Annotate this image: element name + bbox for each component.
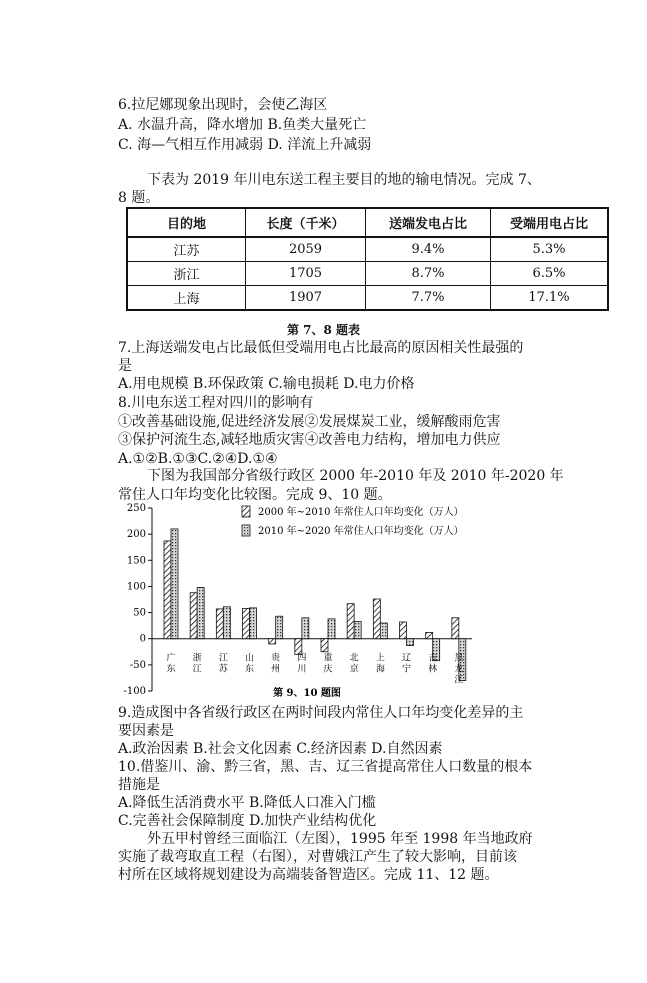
- q9-options: A.政治因素 B.社会文化因素 C.经济因素 D.自然因素: [118, 741, 443, 757]
- q8-options: A.①②B.①③C.②④D.①④: [118, 451, 278, 467]
- x-tick-label: 浙江: [192, 653, 202, 675]
- power-transmission-table: [126, 207, 609, 311]
- table-row: [127, 286, 608, 311]
- bar-2000-2010: [164, 541, 171, 639]
- x-tick-label: 四川: [297, 653, 307, 675]
- intro-1112-line2: 实施了裁弯取直工程（右图），对曹娥江产生了较大影响，目前该: [118, 849, 517, 865]
- x-tick-label: 辽宁: [401, 653, 412, 675]
- q6-stem: 6.拉尼娜现象出现时，会使乙海区: [118, 97, 328, 113]
- q10-options-line2: C.完善社会保障制度 D.加快产业结构优化: [118, 813, 377, 829]
- q6-options-line2: C. 海—气相互作用减弱 D. 洋流上升减弱: [118, 137, 372, 153]
- bar-2010-2020: [302, 618, 309, 639]
- y-tick-label: 50: [133, 607, 146, 619]
- bar-2000-2010: [216, 609, 223, 639]
- bar-2000-2010: [295, 639, 302, 655]
- q9-stem-line1: 9.造成图中各省级行政区在两时间段内常住人口年均变化差异的主: [118, 705, 524, 721]
- y-tick-label: -100: [123, 686, 146, 697]
- bar-2010-2020: [197, 587, 204, 638]
- legend-label: 2010 年~2020 年常住人口年均变化（万人）: [258, 526, 464, 537]
- q8-stem: 8.川电东送工程对四川的影响有: [118, 395, 314, 411]
- table-cell: 2059: [246, 237, 366, 262]
- intro-1112-line1: 外五甲村曾经三面临江（左图），1995 年至 1998 年当地政府: [147, 831, 533, 847]
- x-tick-label: 上海: [375, 653, 385, 675]
- table-cell: 17.1%: [491, 286, 609, 311]
- table-cell: 5.3%: [491, 237, 609, 262]
- table-cell: 江苏: [127, 237, 246, 262]
- y-tick-label: 100: [126, 581, 146, 593]
- bar-2000-2010: [269, 639, 276, 644]
- q9-stem-line2: 要因素是: [118, 723, 174, 739]
- chart-caption: 第 9、10 题图: [273, 688, 341, 699]
- y-tick-label: 150: [126, 555, 146, 567]
- table-cell: 9.4%: [366, 237, 491, 262]
- y-tick-label: 200: [126, 529, 146, 541]
- bar-2000-2010: [321, 639, 328, 652]
- table-cell: 6.5%: [491, 262, 609, 286]
- table-caption: 第 7、8 题表: [286, 323, 361, 337]
- table-cell: 浙江: [127, 262, 246, 286]
- table-header: 受端用电占比: [491, 208, 609, 237]
- bar-2000-2010: [347, 604, 354, 639]
- x-tick-label: 黑龙江: [454, 653, 464, 686]
- q10-stem-line2: 措施是: [118, 777, 160, 793]
- legend-label: 2000 年~2010 年常住人口年均变化（万人）: [258, 507, 464, 518]
- y-tick-label: 250: [126, 503, 146, 514]
- q7-options: A.用电规模 B.环保政策 C.输电损耗 D.电力价格: [118, 376, 415, 392]
- table-header: 长度（千米）: [246, 208, 366, 237]
- q7-stem-line1: 7.上海送端发电占比最低但受端用电占比最高的原因相关性最强的: [118, 340, 524, 356]
- legend-swatch-hatched: [242, 506, 250, 517]
- bar-2000-2010: [373, 599, 380, 639]
- x-tick-label: 北京: [349, 653, 359, 675]
- x-tick-label: 吉林: [428, 653, 438, 675]
- intro-910-line1: 下图为我国部分省级行政区 2000 年-2010 年及 2010 年-2020 年: [147, 468, 564, 484]
- y-tick-label: 0: [139, 633, 146, 645]
- intro-78-line1: 下表为 2019 年川电东送工程主要目的地的输电情况。完成 7、: [147, 172, 541, 188]
- bar-2010-2020: [171, 529, 178, 639]
- bar-2010-2020: [276, 616, 283, 638]
- q6-options-line1: A. 水温升高，降水增加 B.鱼类大量死亡: [118, 117, 367, 133]
- intro-1112-line3: 村所在区域将规划建设为高端装备智造区。完成 11、12 题。: [118, 867, 499, 883]
- table-cell: 7.7%: [366, 286, 491, 311]
- q8-item-line1: ①改善基础设施,促进经济发展②发展煤炭工业，缓解酸雨危害: [118, 414, 501, 430]
- bar-2010-2020: [407, 639, 414, 646]
- table-cell: 上海: [127, 286, 246, 311]
- x-tick-label: 广东: [166, 653, 176, 675]
- bar-2000-2010: [243, 608, 250, 638]
- q10-options-line1: A.降低生活消费水平 B.降低人口准入门槛: [118, 795, 376, 811]
- bar-2010-2020: [354, 621, 361, 638]
- bar-2010-2020: [223, 607, 230, 639]
- q7-stem-line2: 是: [118, 358, 132, 374]
- y-tick-label: -50: [129, 659, 146, 671]
- table-cell: 8.7%: [366, 262, 491, 286]
- table-header: 送端发电占比: [366, 208, 491, 237]
- legend-swatch-dotted: [242, 525, 250, 536]
- x-tick-label: 贵州: [271, 653, 281, 675]
- bar-2010-2020: [250, 608, 257, 639]
- bar-2000-2010: [190, 593, 197, 639]
- table-cell: 1907: [246, 286, 366, 311]
- x-tick-label: 重庆: [323, 653, 333, 675]
- q10-stem-line1: 10.借鉴川、渝、黔三省，黑、吉、辽三省提高常住人口数量的根本: [118, 759, 533, 775]
- intro-78-line2: 8 题。: [118, 190, 160, 206]
- bar-2000-2010: [426, 632, 433, 638]
- x-tick-label: 江苏: [218, 653, 228, 675]
- population-change-chart: [112, 500, 482, 700]
- table-cell: 1705: [246, 262, 366, 286]
- x-tick-label: 山东: [244, 653, 255, 675]
- table-row: [127, 237, 608, 262]
- q8-item-line2: ③保护河流生态,减轻地质灾害④改善电力结构，增加电力供应: [118, 432, 501, 448]
- table-row: [127, 262, 608, 286]
- bar-2010-2020: [328, 619, 335, 639]
- intro-910-line2: 常住人口年均变化比较图。完成 9、10 题。: [118, 487, 392, 503]
- bar-2000-2010: [452, 618, 459, 639]
- bar-2000-2010: [400, 622, 407, 639]
- bar-2010-2020: [380, 623, 387, 639]
- table-header: 目的地: [127, 208, 246, 237]
